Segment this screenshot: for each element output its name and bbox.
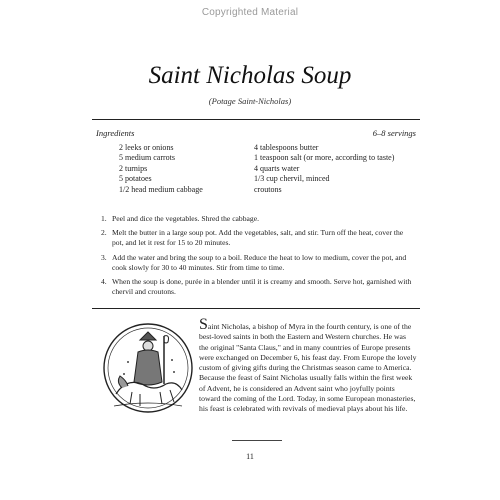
- step-number: 4.: [101, 277, 107, 287]
- drop-cap: S: [199, 316, 208, 333]
- ingredients-left-column: [119, 143, 249, 195]
- saint-biography: [199, 316, 417, 415]
- ingredient-item: croutons: [254, 184, 282, 194]
- recipe-step: [101, 277, 414, 297]
- ingredient-item: 4 tablespoons butter: [254, 143, 319, 152]
- saint-nicholas-woodcut-illustration: [102, 322, 194, 414]
- ingredients-right-column: [254, 143, 414, 195]
- page-number: 11: [246, 452, 254, 461]
- ingredient-item: 1/2 head medium cabbage: [119, 184, 203, 194]
- step-text: Peel and dice the vegetables. Shred the cabbage.: [112, 214, 259, 223]
- ingredient-item: 2 turnips: [119, 163, 148, 173]
- recipe-subtitle: (Potage Saint-Nicholas): [208, 96, 292, 106]
- ingredient-item: 4 quarts water: [254, 163, 300, 173]
- recipe-step: [101, 253, 414, 273]
- ingredient-item: 5 medium carrots: [119, 153, 175, 163]
- ingredients-heading: Ingredients: [96, 128, 135, 138]
- recipe-steps: [101, 214, 414, 301]
- biography-text: aint Nicholas, a bishop of Myra in the fourth century, is one of the best-loved saints in both the Eastern and Western churches. He was the original "Santa Claus," and in many countries of Europe presents were exchanged on December 6, his feast day. From Europe the lovely custom of giving gifts during the Christmas season came to America. Because the feast of Saint Nicholas usually falls within the first week of Advent, he is considered an Advent saint who joyfully points toward the coming of the Lord. Today, in some European monasteries, his feast is celebrated with revivals of medieval plays about his life.: [199, 322, 417, 414]
- ingredient-item: 2 leeks or onions: [119, 143, 174, 152]
- ingredient-item: 1 teaspoon salt (or more, according to taste): [254, 153, 395, 163]
- step-text: Add the water and bring the soup to a boil. Reduce the heat to low to medium, cover the pot, and cook slowly for 30 to 40 minutes. Stir from time to time.: [112, 252, 407, 272]
- recipe-title: Saint Nicholas Soup: [148, 62, 352, 89]
- ingredients-header: [96, 128, 416, 138]
- step-number: 2.: [101, 228, 107, 238]
- recipe-step: [101, 214, 414, 224]
- recipe-step: [101, 228, 414, 248]
- ingredient-item: 5 potatoes: [119, 174, 152, 184]
- section-divider: [92, 308, 420, 309]
- ingredient-item: 1/3 cup chervil, minced: [254, 174, 330, 184]
- footer-divider: [232, 440, 282, 441]
- step-text: When the soup is done, purée in a blender until it is creamy and smooth. Serve hot, garnished with chervil and croutons.: [112, 277, 412, 297]
- servings-label: 6–8 servings: [372, 128, 416, 138]
- step-number: 3.: [101, 252, 107, 262]
- step-number: 1.: [101, 214, 107, 223]
- step-text: Melt the butter in a large soup pot. Add the vegetables, salt, and stir. Turn off the heat, cover the pot, and let it rest for 15 to 20 minutes.: [112, 228, 404, 248]
- copyright-watermark: Copyrighted Material: [201, 7, 299, 18]
- top-divider: [92, 119, 420, 120]
